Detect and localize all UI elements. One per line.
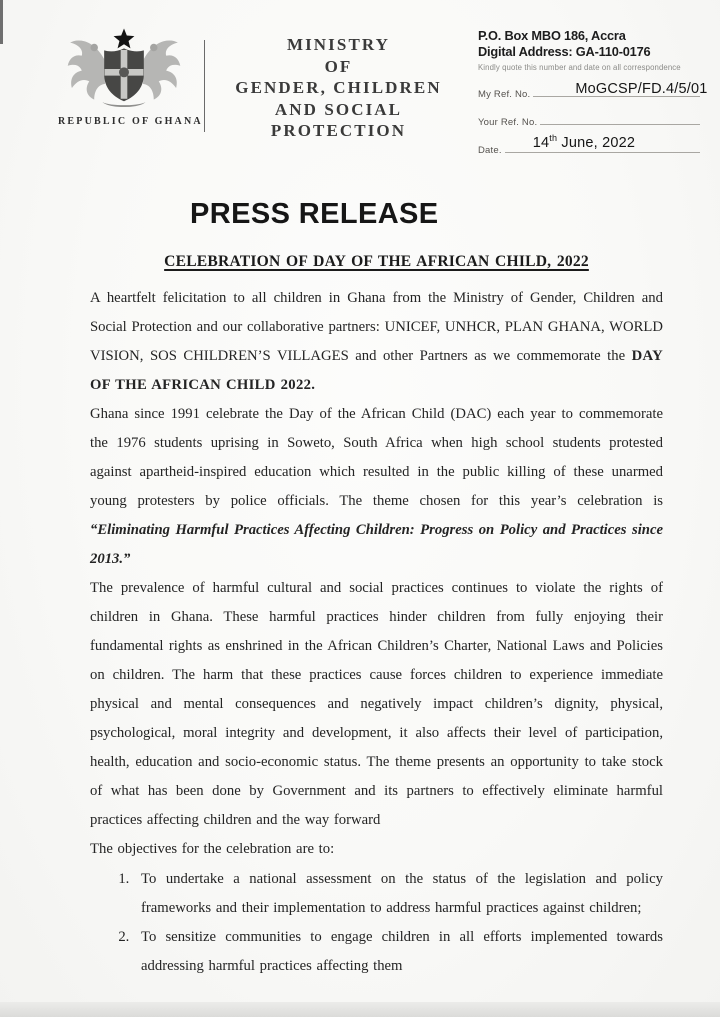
- ministry-title-line: MINISTRY: [286, 35, 391, 54]
- ministry-title-line: PROTECTION: [270, 121, 407, 140]
- date-row: [478, 133, 700, 156]
- paragraph-history: [90, 400, 663, 574]
- objective-item-2: 2. To sensitize communities to engage children in all efforts implemented towards addressing harmful practices affecting them: [134, 923, 663, 981]
- objectives-intro: The objectives for the celebration are to:: [90, 840, 335, 857]
- ministry-title-line: GENDER, CHILDREN: [235, 78, 442, 97]
- coat-of-arms-block: [58, 26, 203, 127]
- your-ref-line: [540, 109, 700, 125]
- celebration-theme: “Eliminating Harmful Practices Affecting Children: Progress on Policy and Practices since 2013.”: [90, 521, 663, 567]
- paragraph-prevalence: The prevalence of harmful cultural and social practices continues to violate the rights of children in Ghana. These harmful practices hinder children from fully enjoying their fundamental rights as enshrined in the African Children’s Charter, National Laws and Policies on children. The harm that these practices cause forces children to experience immediate physical and mental consequences and negatively impact children’s dignity, physical, psychological, moral integrity and development, it also affects their level of participation, health, education and socio-economic status. The theme presents an opportunity to take stock of what has been done by Government and its partners to effectively eliminate harmful practices affecting children and the way forward: [90, 579, 663, 828]
- paragraph-text: Ghana since 1991 celebrate the Day of the African Child (DAC) each year to commemorate the 1976 students uprising in Soweto, South Africa when high school students protested against apartheid-inspired education which resulted in the public killing of these unarmed young protesters by police officials. The theme chosen for this year’s celebration is: [90, 405, 663, 509]
- ghana-coat-of-arms-icon: [65, 26, 183, 112]
- my-ref-value: MoGCSP/FD.4/5/01: [575, 81, 708, 97]
- header-divider: [204, 40, 205, 132]
- scanner-bottom-strip: [0, 1002, 720, 1017]
- ministry-title-line: AND SOCIAL: [274, 99, 403, 119]
- date-line: [505, 133, 700, 153]
- day-of-african-child-bold: DAY OF THE AFRICAN CHILD 2022.: [90, 347, 663, 393]
- objective-item-1: 1. To undertake a national assessment on the status of the legislation and policy frameworks and their implementation to address harmful practices against children;: [134, 865, 663, 923]
- ministry-title: [211, 34, 466, 142]
- my-ref-label: My Ref. No.: [478, 89, 531, 100]
- letterhead: [0, 0, 720, 156]
- your-ref-row: [478, 109, 700, 128]
- paragraph-text: A heartfelt felicitation to all children in Ghana from the Ministry of Gender, Children and Social Protection and our collaborative partners: UNICEF, UNHCR, PLAN GHANA, WORLD VISION, SOS CHILDREN’S VILLAGES and other Partners as we commemorate the: [90, 289, 663, 364]
- correspondence-note: Kindly quote this number and date on all correspondence: [478, 63, 681, 72]
- date-label: Date.: [478, 145, 502, 156]
- my-ref-line: [533, 81, 708, 97]
- your-ref-label: Your Ref. No.: [478, 117, 538, 128]
- ministry-title-line: OF: [324, 56, 353, 76]
- date-value: 14th June, 2022: [532, 133, 636, 151]
- contact-block: [478, 28, 710, 156]
- press-release-title: PRESS RELEASE: [190, 198, 439, 230]
- digital-address-line: Digital Address: GA-110-0176: [478, 44, 651, 59]
- objectives-list: [90, 865, 663, 981]
- republic-of-ghana-caption: REPUBLIC OF GHANA: [58, 116, 203, 127]
- document-subtitle: CELEBRATION OF DAY OF THE AFRICAN CHILD, 2022: [164, 253, 589, 270]
- my-ref-row: [478, 81, 708, 100]
- scan-edge-artifact: [0, 0, 3, 44]
- paragraph-felicitation: [90, 284, 663, 400]
- po-box-line: P.O. Box MBO 186, Accra: [478, 28, 626, 43]
- document-body: [0, 198, 720, 981]
